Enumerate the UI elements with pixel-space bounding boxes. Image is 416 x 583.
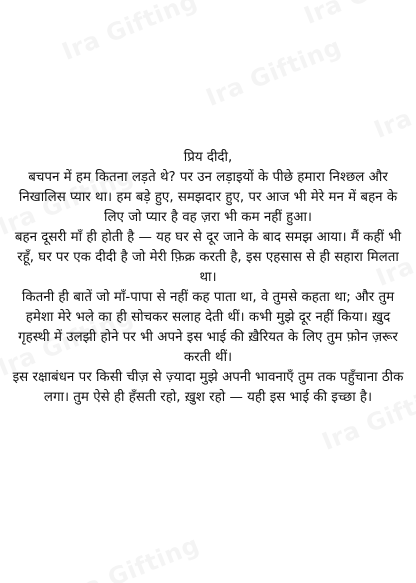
letter-paragraph: बचपन में हम कितना लड़ते थे? पर उन लड़ाइयों के पीछे हमारा निश्छल और निखालिस प्यार था। हम बड़े हुए, समझदार हुए, पर आज भी मेरे मन में बहन के लिए जो प्यार है वह ज़रा भी कम नहीं हुआ। [18,170,398,225]
letter-paragraph: बहन दूसरी माँ ही होती है — यह घर से दूर जाने के बाद समझ आया। मैं कहीं भी रहूँ, घर पर एक दीदी है जो मेरी फ़िक्र करती है, इस एहसास से ही सहारा मिलता था। [14,230,402,285]
watermark [202,32,345,112]
watermark [60,530,203,583]
watermark [300,0,416,30]
watermark [370,64,416,144]
letter-paragraph: इस रक्षाबंधन पर किसी चीज़ से ज़्यादा मुझे अपनी भावनाएँ तुम तक पहुँचाना ठीक लगा। तुम ऐसे ही हँसती रहो, ख़ुश रहो — यही इस भाई की इच्छा है। [12,370,404,405]
letter-body [8,148,408,408]
letter-paragraph: कितनी ही बातें जो माँ-पापा से नहीं कह पाता था, वे तुमसे कहता था; और तुम हमेशा मेरे भले का ही सोचकर सलाह देती थीं। कभी मुझे दूर नहीं किया। ख़ुद गृहस्थी में उलझी होने पर भी अपने इस भाई की ख़ैरियत के लिए तुम फ़ोन ज़रूर करती थीं। [18,290,398,365]
watermark [58,0,201,66]
letter-greeting: प्रिय दीदी, [183,150,233,165]
